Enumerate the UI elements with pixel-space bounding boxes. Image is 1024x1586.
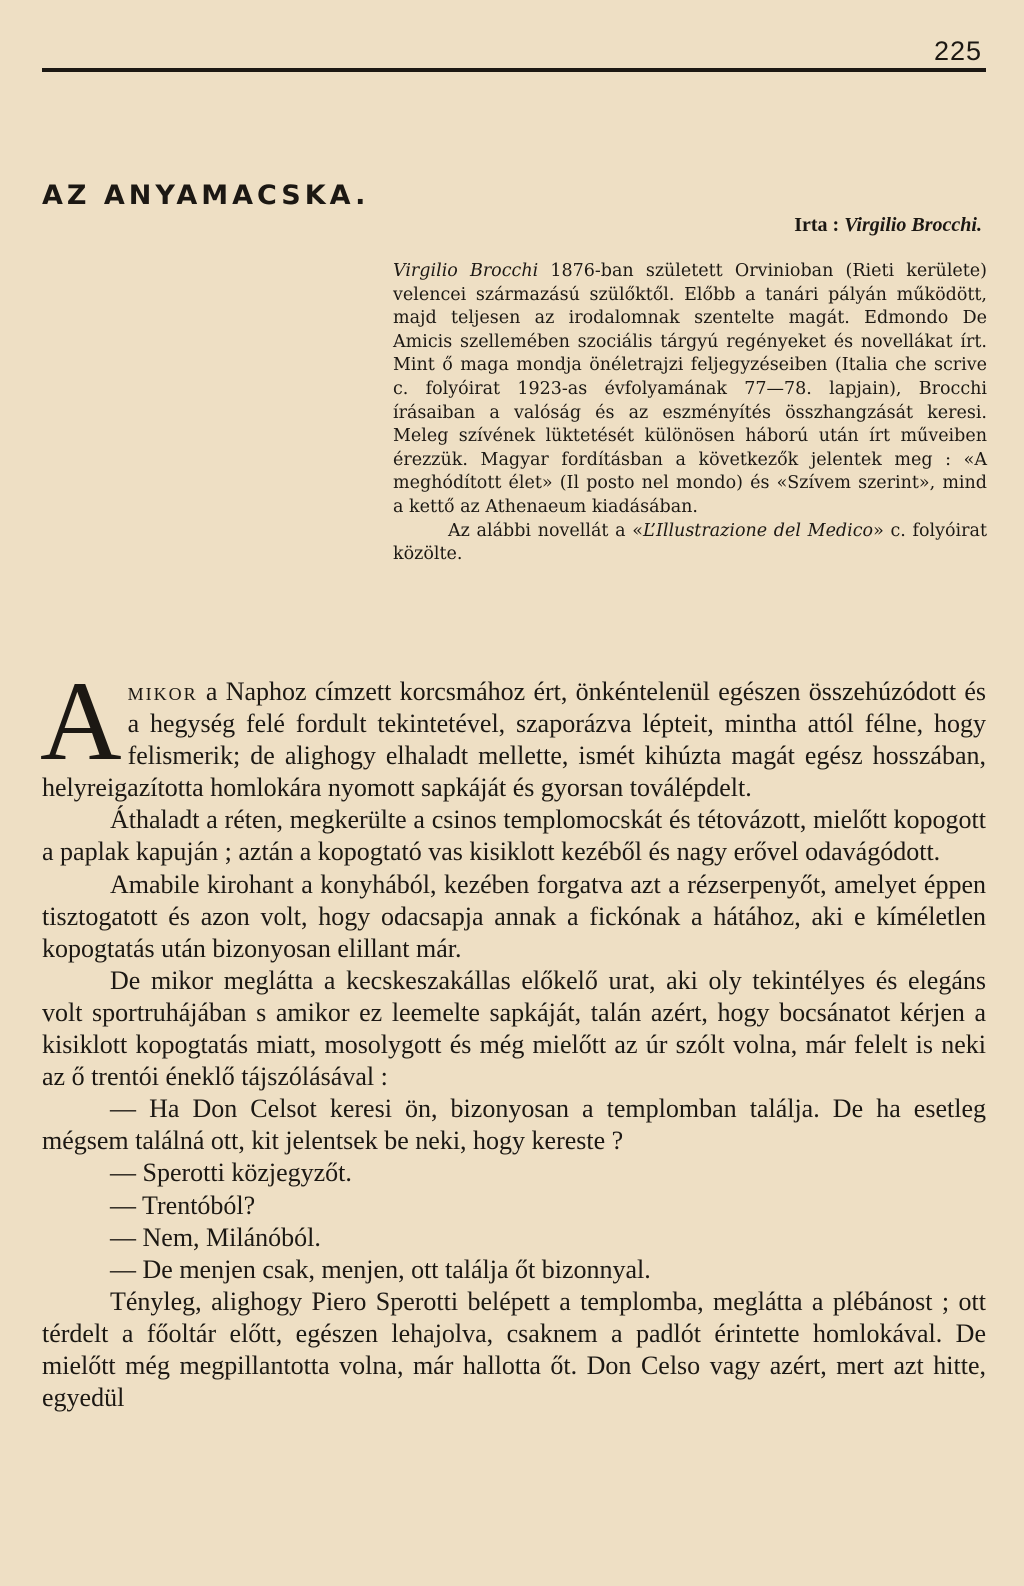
byline	[794, 214, 982, 237]
story-body	[40, 659, 986, 1414]
drop-cap: A	[40, 659, 122, 784]
dialogue-line: — De menjen csak, menjen, ott találja őt bizonnyal.	[110, 1254, 651, 1284]
intro-source-before: Az alábbi novellát a «	[448, 520, 643, 541]
page-number: 225	[933, 36, 982, 66]
first-word: mikor	[127, 677, 198, 706]
intro-source-paragraph	[393, 520, 987, 567]
dialogue-line: — Nem, Milánóból.	[110, 1222, 321, 1252]
first-paragraph-text: a Naphoz címzett korcsmához ért, önkéntelenül egészen összehúzódott és a hegység felé fordult tekintetével, szaporázva lépteit, mintha attól félne, hogy felismerik; de alighogy elhaladt mellette, ismét kihúzta magát egész hosszában, helyreigazította homlokára nyomott sapkáját és gyorsan toválépdelt.	[42, 677, 986, 803]
author-introduction	[393, 260, 987, 567]
story-title: AZ ANYAMACSKA.	[42, 180, 370, 211]
story-paragraph: Áthaladt a réten, megkerülte a csinos templomocskát és tétovázott, mielőtt kopogott a paplak kapuján ; aztán a kopogtató vas kisiklott kezéből és nagy erővel odavágódott.	[42, 805, 986, 867]
header-rule	[42, 68, 986, 72]
dialogue-line: — Trentóból?	[110, 1190, 256, 1220]
intro-text: 1876-ban született Orvinioban (Rieti kerülete) velencei származású szülőktől. Előbb a tanári pályán működött, majd teljesen az irodalomnak szentelte magát. Edmondo De Amicis szellemében szociális tárgyú regényeket és novellákat írt. Mint ő maga mondja önéletrajzi feljegyzéseiben (Italia che scrive c. folyóirat 1923-as évfolyamának 77—78. lapjain), Brocchi írásaiban a valóság és az eszményítés összhangzását keresi. Meleg szívének lüktetését különösen háború után írt műveiben érezzük. Magyar fordításban a következők jelentek meg : «A meghódított élet» (Il posto nel mondo) és «Szívem szerint», mind a kettő az Athenaeum kiadásában.	[393, 261, 987, 517]
intro-source-after: » c. folyóirat közölte.	[393, 520, 987, 565]
story-paragraph: De mikor meglátta a kecskeszakállas előkelő urat, aki oly tekintélyes és elegáns volt sportruhájában s amikor ez leemelte sapkáját, talán azért, hogy bocsánatot kérjen a kisiklott kopogtatás miatt, mosolygott és még mielőtt az úr szólt volna, már felelt is neki az ő trentói éneklő tájszólásával :	[42, 965, 986, 1092]
dialogue-line: — Ha Don Celsot keresi ön, bizonyosan a templomban találja. De ha esetleg mégsem találná ott, kit jelentsek be neki, hogy kereste ?	[42, 1094, 986, 1156]
intro-paragraph	[393, 260, 987, 520]
story-paragraph: Amabile kirohant a konyhából, kezében forgatva azt a rézserpenyőt, amelyet éppen tisztogatott és azon volt, hogy odacsapja annak a fickónak a hátához, aki e kíméletlen kopogtatás után bizonyosan elillant már.	[42, 869, 986, 963]
story-paragraph-first	[40, 659, 986, 804]
story-paragraph: Tényleg, alighogy Piero Sperotti belépett a templomba, meglátta a plébánost ; ott térdelt a főoltár előtt, egészen lehajolva, csaknem a padlót érintette homlokával. De mielőtt még megpillantotta volna, már hallotta őt. Don Celso vagy azért, mert azt hitte, egyedül	[42, 1286, 986, 1413]
intro-journal-name: L’Illustrazione del Medico	[642, 520, 874, 541]
intro-author-name: Virgilio Brocchi	[393, 261, 539, 281]
byline-author: Virgilio Brocchi.	[844, 214, 982, 236]
byline-prefix: Irta :	[794, 214, 840, 236]
dialogue-line: — Sperotti közjegyzőt.	[110, 1158, 352, 1188]
